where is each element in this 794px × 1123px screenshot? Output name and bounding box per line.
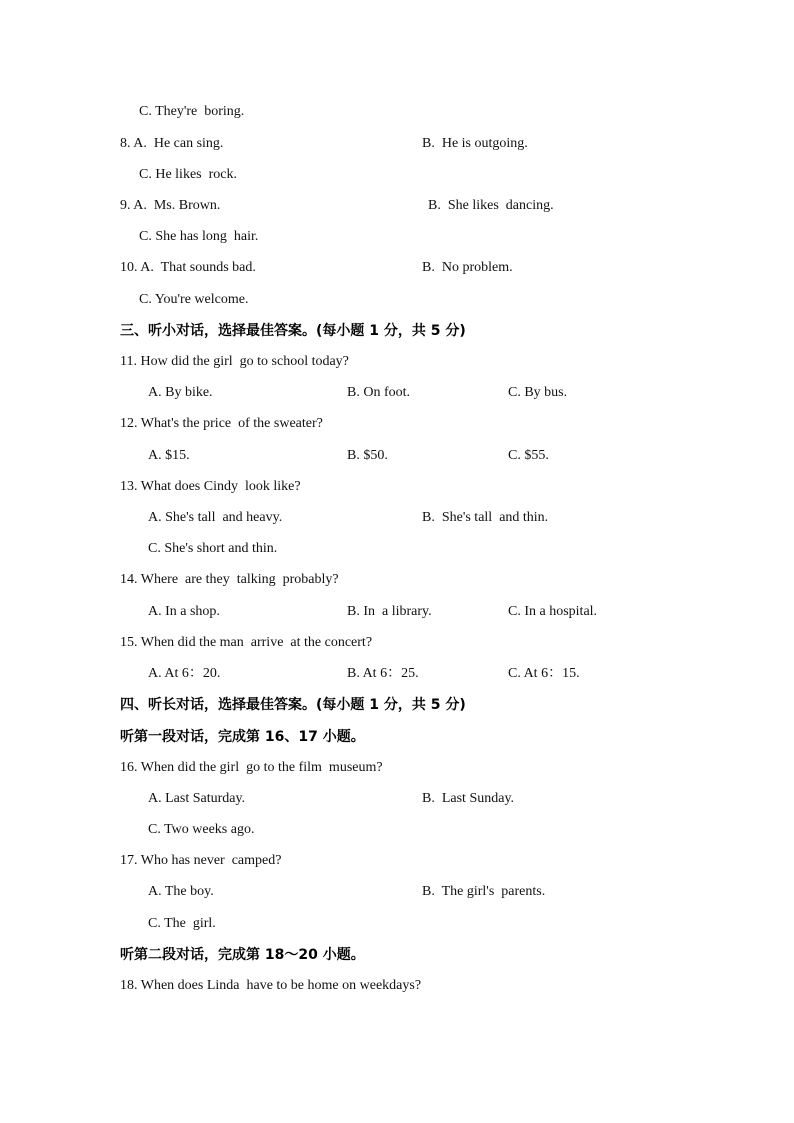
q11-option-b: B. On foot. xyxy=(347,385,410,400)
q12-option-a: A. $15. xyxy=(148,448,190,463)
q12-option-c: C. $55. xyxy=(508,448,549,463)
q8-stem-option-a: 8. A. He can sing. xyxy=(120,136,224,151)
section-3-heading: 三、听小对话，选择最佳答案。(每小题 1 分，共 5 分) xyxy=(120,323,466,339)
q9-option-b: B. She likes dancing. xyxy=(428,198,554,213)
q7-option-c: C. They're boring. xyxy=(139,104,245,119)
section-4-part-2-instruction: 听第二段对话，完成第 18～20 小题。 xyxy=(120,947,365,963)
q17-stem: 17. Who has never camped? xyxy=(120,853,282,868)
q16-option-b: B. Last Sunday. xyxy=(422,791,515,806)
q13-option-c: C. She's short and thin. xyxy=(148,541,278,556)
q14-option-b: B. In a library. xyxy=(347,604,432,619)
q14-option-a: A. In a shop. xyxy=(148,604,220,619)
q16-stem: 16. When did the girl go to the film museum? xyxy=(120,760,383,775)
q9-stem-option-a: 9. A. Ms. Brown. xyxy=(120,198,221,213)
q17-option-a: A. The boy. xyxy=(148,884,214,899)
q10-stem-option-a: 10. A. That sounds bad. xyxy=(120,260,256,275)
q15-stem: 15. When did the man arrive at the concert? xyxy=(120,635,373,650)
q9-option-c: C. She has long hair. xyxy=(139,229,259,244)
q17-option-c: C. The girl. xyxy=(148,916,216,931)
q15-option-b: B. At 6：25. xyxy=(347,666,419,681)
q8-option-c: C. He likes rock. xyxy=(139,167,237,182)
section-4-heading: 四、听长对话，选择最佳答案。(每小题 1 分，共 5 分) xyxy=(120,697,466,713)
q14-stem: 14. Where are they talking probably? xyxy=(120,572,339,587)
q13-option-a: A. She's tall and heavy. xyxy=(148,510,283,525)
q16-option-a: A. Last Saturday. xyxy=(148,791,246,806)
section-4-part-1-instruction: 听第一段对话，完成第 16、17 小题。 xyxy=(120,729,365,745)
q16-option-c: C. Two weeks ago. xyxy=(148,822,255,837)
q14-option-c: C. In a hospital. xyxy=(508,604,598,619)
q15-option-a: A. At 6：20. xyxy=(148,666,221,681)
q12-option-b: B. $50. xyxy=(347,448,388,463)
q11-option-c: C. By bus. xyxy=(508,385,568,400)
q11-option-a: A. By bike. xyxy=(148,385,213,400)
q18-stem: 18. When does Linda have to be home on weekdays? xyxy=(120,978,422,993)
q11-stem: 11. How did the girl go to school today? xyxy=(120,354,349,369)
q13-stem: 13. What does Cindy look like? xyxy=(120,479,301,494)
q13-option-b: B. She's tall and thin. xyxy=(422,510,549,525)
q10-option-b: B. No problem. xyxy=(422,260,513,275)
q17-option-b: B. The girl's parents. xyxy=(422,884,546,899)
q15-option-c: C. At 6：15. xyxy=(508,666,580,681)
q8-option-b: B. He is outgoing. xyxy=(422,136,528,151)
q12-stem: 12. What's the price of the sweater? xyxy=(120,416,323,431)
q10-option-c: C. You're welcome. xyxy=(139,292,249,307)
